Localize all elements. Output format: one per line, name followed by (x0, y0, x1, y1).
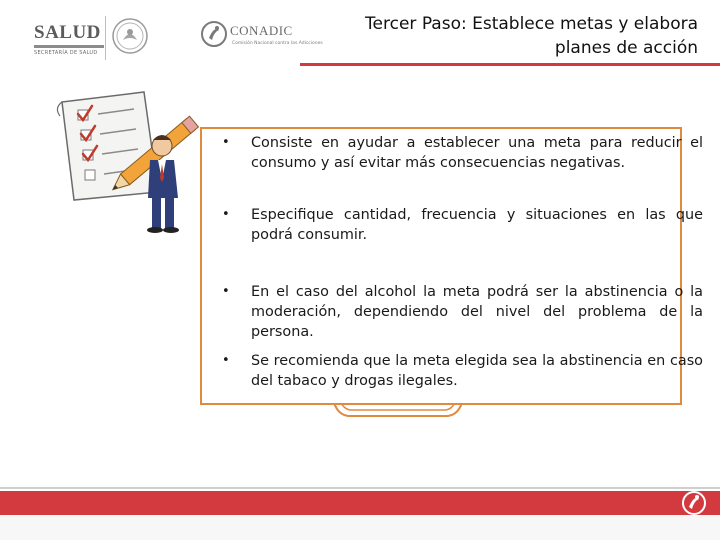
footer-divider (0, 487, 720, 489)
bullet-text: Especifique cantidad, frecuencia y situaciones en las que podrá consumir. (251, 207, 703, 243)
salud-logo-text: SALUD (34, 22, 101, 43)
bullet-text: Consiste en ayudar a establecer una meta para reducir el consumo y así evitar más consecuencias negativas. (251, 135, 703, 171)
footer-band (0, 491, 720, 515)
bullet-item (222, 282, 703, 342)
bullet-marker: • (222, 135, 230, 150)
conadic-logo-icon (200, 20, 228, 48)
bullet-text: Se recomienda que la meta elegida sea la abstinencia en caso del tabaco y drogas ilegales. (251, 353, 703, 389)
bullet-marker: • (222, 284, 230, 299)
bullet-text: En el caso del alcohol la meta podrá ser la abstinencia o la moderación, dependiendo del nivel del problema de la persona. (251, 284, 703, 340)
bullet-item (222, 205, 703, 245)
bullet-marker: • (222, 207, 230, 222)
conadic-logo-text: CONADIC (230, 23, 293, 38)
slide-title (298, 12, 698, 60)
slide-title-line2: planes de acción (554, 38, 698, 58)
footer-base (0, 515, 720, 540)
bullet-marker: • (222, 353, 230, 368)
salud-logo-bar (34, 45, 104, 48)
content-box (200, 127, 703, 405)
checklist-pencil-icon (54, 88, 204, 238)
conadic-icon (680, 489, 708, 517)
conadic-logo-subtext: Comisión Nacional contra las Adicciones (232, 41, 323, 46)
title-underline (300, 63, 720, 66)
slide-title-line1: Tercer Paso: Establece metas y elabora (365, 14, 698, 34)
bullet-item (222, 133, 703, 173)
national-seal-icon (110, 16, 150, 56)
logo-divider (105, 16, 106, 60)
conadic-logo (200, 20, 323, 60)
bullet-item (222, 351, 703, 391)
salud-logo-subtext: SECRETARÍA DE SALUD (34, 50, 98, 56)
